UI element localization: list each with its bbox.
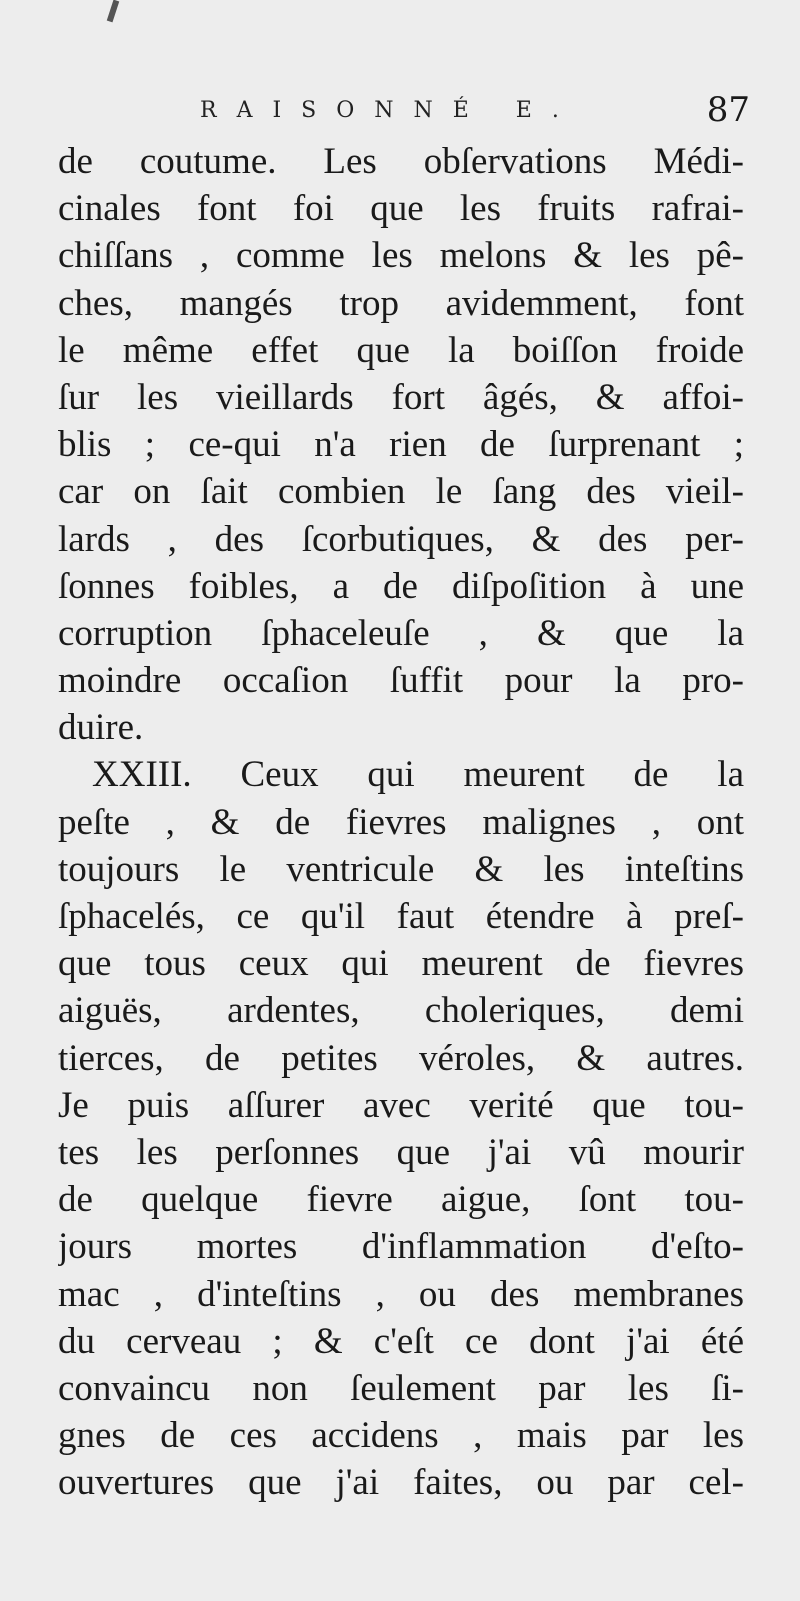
text-line: duire.	[58, 707, 144, 749]
text-line: convaincu non ſeulement par les ſi-	[58, 1367, 744, 1409]
text-line: gnes de ces accidens , mais par les	[58, 1415, 744, 1457]
page-header	[60, 90, 760, 136]
text-line: aiguës, ardentes, choleriques, demi	[58, 990, 744, 1032]
running-head: RAISONNÉ E.	[200, 98, 579, 123]
text-line: toujours le ventricule & les inteſtins	[58, 848, 744, 890]
ink-mark	[107, 0, 120, 22]
text-line: ches, mangés trop avidemment, font	[58, 282, 744, 324]
text-line: car on ſait combien le ſang des vieil-	[58, 471, 744, 513]
text-line: cinales font foi que les fruits rafrai-	[58, 188, 744, 230]
text-line: ouvertures que j'ai faites, ou par cel-	[58, 1462, 744, 1504]
text-line: de coutume. Les obſervations Médi-	[58, 141, 744, 182]
text-line: du cerveau ; & c'eſt ce dont j'ai été	[58, 1320, 744, 1362]
text-line: jours mortes d'inflammation d'eſto-	[58, 1226, 744, 1268]
text-line: corruption ſphaceleuſe , & que la	[58, 612, 744, 654]
text-line: tes les perſonnes que j'ai vû mourir	[58, 1131, 744, 1173]
text-line: ſphacelés, ce qu'il faut étendre à preſ-	[58, 896, 744, 937]
text-line: Je puis aſſurer avec verité que tou-	[58, 1084, 744, 1126]
text-line: ſur les vieillards fort âgés, & affoi-	[58, 376, 744, 418]
text-line: blis ; ce-qui n'a rien de ſurprenant ;	[58, 424, 744, 466]
text-line: lards , des ſcorbutiques, & des per-	[58, 518, 744, 560]
text-line: chiſſans , comme les melons & les pê-	[58, 235, 744, 277]
text-line: de quelque fievre aigue, ſont tou-	[58, 1179, 744, 1221]
text-line: moindre occaſion ſuffit pour la pro-	[58, 660, 744, 702]
text-line: que tous ceux qui meurent de fievres	[58, 943, 744, 985]
body-text	[58, 138, 744, 1506]
text-line: peſte , & de fievres malignes , ont	[58, 801, 744, 843]
text-line: mac , d'inteſtins , ou des membranes	[58, 1273, 744, 1315]
text-line: ſonnes foibles, a de diſpoſition à une	[58, 565, 744, 607]
page-number: 87	[706, 90, 750, 130]
text-line: le même effet que la boiſſon froide	[58, 329, 744, 371]
text-line: tierces, de petites véroles, & autres.	[58, 1037, 744, 1079]
section-heading-line: XXIII. Ceux qui meurent de la	[92, 754, 744, 796]
